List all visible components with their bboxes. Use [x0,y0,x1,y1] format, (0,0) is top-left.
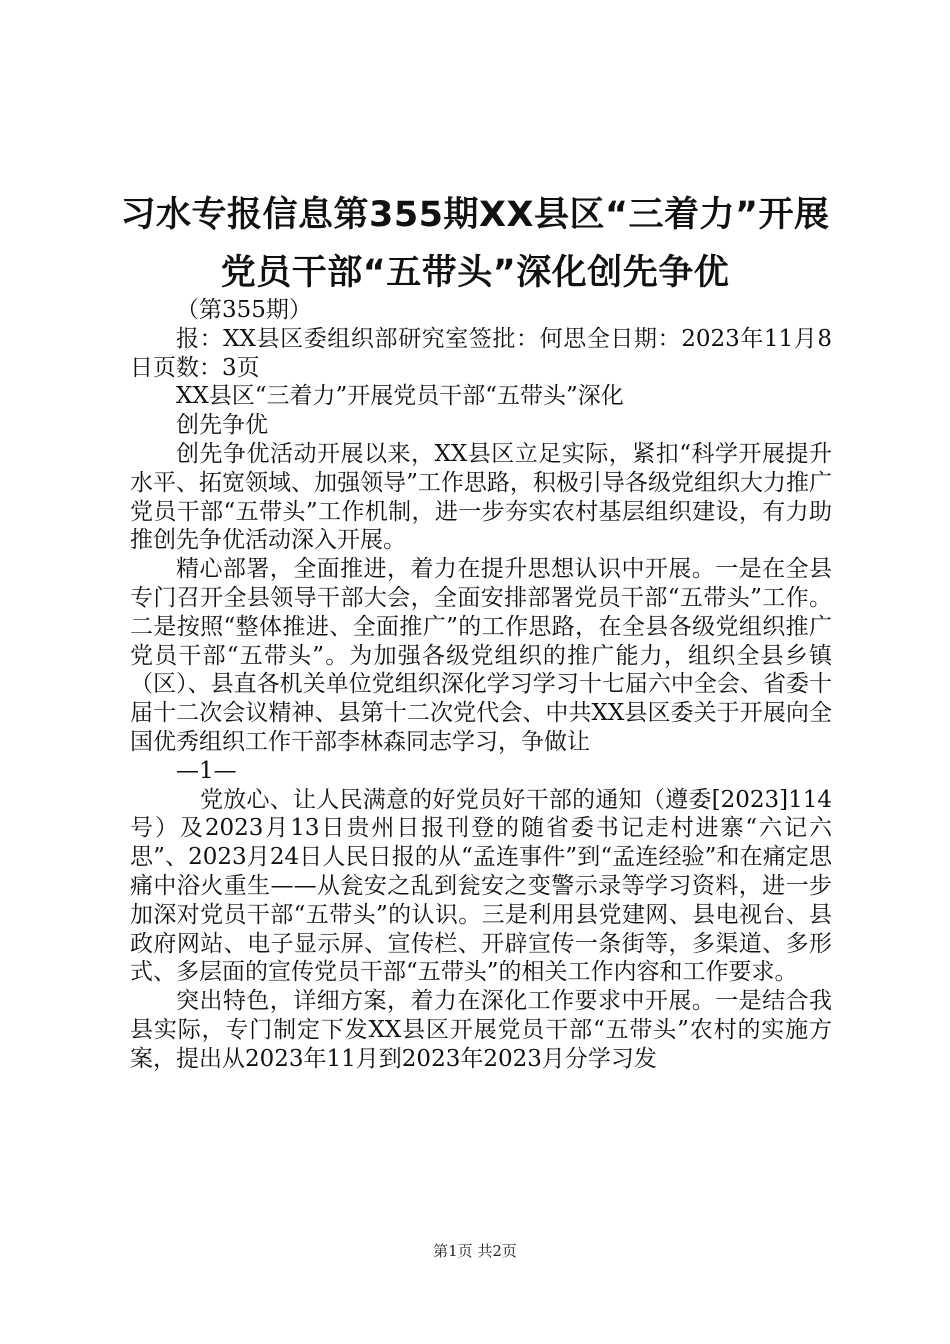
document-title: 习水专报信息第355期XX县区“三着力”开展党员干部“五带头”深化创先争优 [120,195,830,293]
page-footer: 第1页 共2页 [433,1242,517,1260]
body-paragraph: 创先争优活动开展以来，XX县区立足实际，紧扣“科学开展提升水平、拓宽领域、加强领导”工作思路，积极引导各级党组织大力推广党员干部“五带头”工作机制，进一步夯实农村基层组织建设，有力助推创先争优活动深入开展。 [130,440,832,554]
subtitle-line-2: 创先争优 [176,412,268,439]
issue-number: （第355期） [176,297,312,323]
body-paragraph: 突出特色，详细方案，着力在深化工作要求中开展。一是结合我县实际，专门制定下发XX县区开展党员干部“五带头”农村的实施方案，提出从2023年11月到2023年2023月分学习发 [130,988,832,1072]
report-header-line: 报：XX县区委组织部研究室签批：何思全日期：2023年11月8日页数：3页 [130,325,832,381]
document-body [130,296,832,1074]
body-paragraph: 党放心、让人民满意的好党员好干部的通知（遵委[2023]114号）及2023月13日贵州日报刊登的随省委书记走村进寨“六记六思”、2023月24日人民日报的从“孟连事件”到“孟连经验”和在痛定思痛中浴火重生——从瓮安之乱到瓮安之变警示录等学习资料，进一步加深对党员干部“五带头”的认识。三是利用县党建网、县电视台、县政府网站、电子显示屏、宣传栏、开辟宣传一条街等，多渠道、多形式、多层面的宣传党员干部“五带头”的相关工作内容和工作要求。 [130,786,832,986]
page-marker: —1— [176,757,237,784]
body-paragraph: 精心部署，全面推进，着力在提升思想认识中开展。一是在全县专门召开全县领导干部大会，全面安排部署党员干部“五带头”工作。二是按照“整体推进、全面推广”的工作思路，在全县各级党组织推广党员干部“五带头”。为加强各级党组织的推广能力，组织全县乡镇（区）、县直各机关单位党组织深化学习学习十七届六中全会、省委十届十二次会议精神、县第十二次党代会、中共XX县区委关于开展向全国优秀组织工作干部李林森同志学习，争做让 [130,556,832,755]
subtitle-line-1: XX县区“三着力”开展党员干部“五带头”深化 [176,383,624,410]
